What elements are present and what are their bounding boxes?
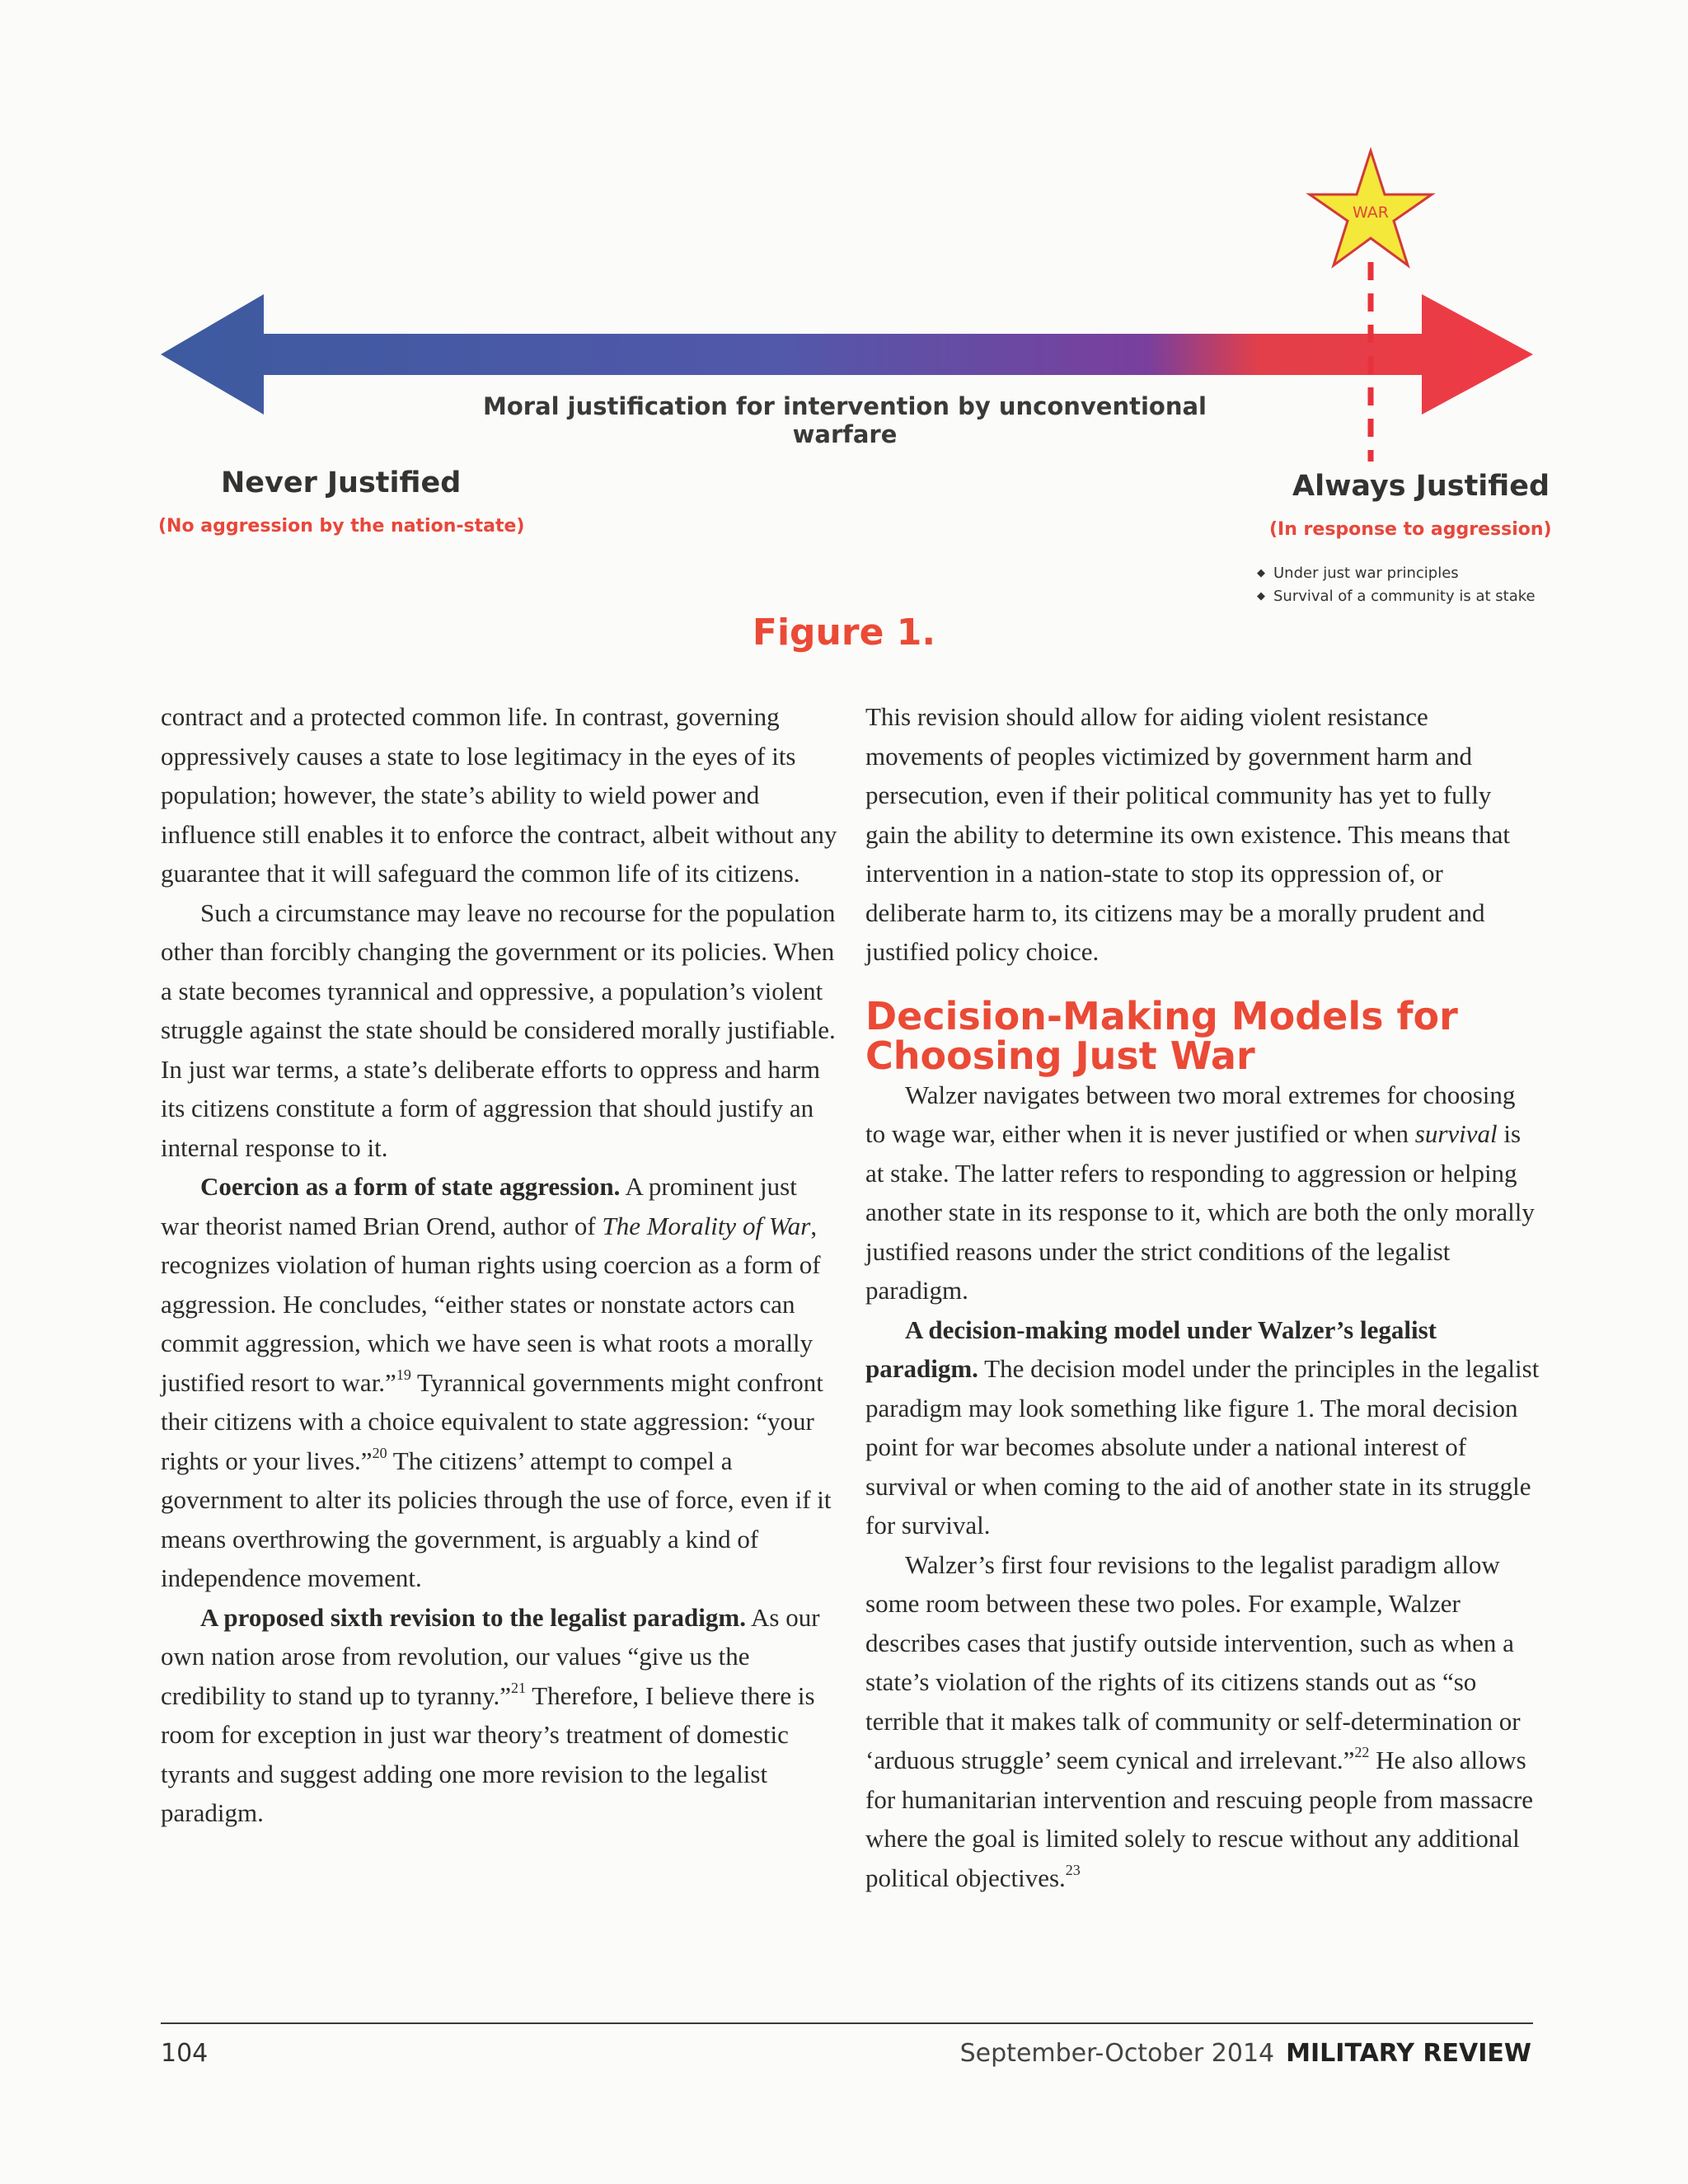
page-number: 104	[161, 2039, 209, 2068]
footnote-ref: 20	[372, 1444, 387, 1461]
paragraph	[865, 1076, 1541, 1310]
text-span: Therefore, I believe there is room for exception in just war theory’s treatment of domestic tyrants and suggest adding one more revision to the legalist paradigm.	[161, 1680, 815, 1827]
figure-1	[0, 0, 1688, 684]
run-in-heading: A decision-making model under Walzer’s legalist paradigm.	[865, 1315, 1437, 1383]
condition-item: ◆ Under just war principles	[1257, 563, 1536, 586]
always-justified-subtitle: (In response to aggression)	[1269, 519, 1552, 540]
text-span: He also allows for humanitarian intervention and rescuing people from massacre where the goal is limited solely to rescue without any additional political objectives.	[865, 1746, 1534, 1892]
left-column	[161, 697, 838, 1833]
footnote-ref: 21	[511, 1679, 527, 1696]
run-in-heading: A proposed sixth revision to the legalist paradigm.	[200, 1602, 746, 1632]
issue-date: September-October 2014	[959, 2039, 1275, 2068]
footnote-ref: 19	[396, 1366, 411, 1383]
always-justified-title: Always Justified	[1292, 470, 1550, 503]
footnote-ref: 23	[1065, 1861, 1081, 1878]
condition-item: ◆ Survival of a community is at stake	[1257, 586, 1536, 609]
war-star-label: WAR	[1353, 204, 1389, 222]
text-span: The citizens’ attempt to compel a government to alter its policies through the use of force, even if it means overthrowing the government, is arguably a kind of independence movement.	[161, 1446, 832, 1592]
issue-line	[960, 2039, 1531, 2068]
text-span: A prominent just war theorist named Brian Orend, author of	[161, 1172, 797, 1240]
text-span: Tyrannical governments might confront their citizens with a choice equivalent to state aggression: “your rights or your lives.”	[161, 1367, 823, 1475]
paragraph: This revision should allow for aiding violent resistance movements of peoples victimized by government harm and persecution, even if their political community has yet to fully gain the ability to determine its own existence. This means that intervention in a nation-state to stop its oppression of, or deliberate harm to, its citizens may be a morally prudent and justified policy choice.	[865, 702, 1510, 966]
emphasis: survival	[1414, 1119, 1498, 1148]
text-span: As our own nation arose from revolution, our values “give us the credibility to stand up to tyranny.”	[161, 1602, 820, 1710]
footer-rule	[161, 2022, 1533, 2024]
axis-label: Moral justification for intervention by unconventional warfare	[482, 392, 1207, 448]
figure-caption: Figure 1.	[752, 612, 936, 654]
text-span: Walzer’s first four revisions to the legalist paradigm allow some room between these two poles. For example, Walzer describes cases that justify outside intervention, such as when a state’s violation of the rights of its citizens stands out as “so terrible that it makes talk of community or self-determination or ‘arduous struggle’ seem cynical and irrelevant.”	[865, 1549, 1521, 1774]
footnote-ref: 22	[1354, 1744, 1370, 1760]
never-justified-subtitle: (No aggression by the nation-state)	[158, 516, 525, 537]
text-span: , recognizes violation of human rights using coercion as a form of aggression. He concludes, “either states or nonstate actors can commit aggression, which we have seen is what roots a morally justified resort to war.”	[161, 1211, 821, 1397]
paragraph: Such a circumstance may leave no recourse for the population other than forcibly changing the government or its policies. When a state becomes tyrannical and oppressive, a population’s violent struggle against the state should be considered morally justifiable. In just war terms, a state’s deliberate efforts to oppress and harm its citizens constitute a form of aggression that should justify an internal response to it.	[161, 898, 836, 1162]
never-justified-title: Never Justified	[221, 466, 462, 499]
section-heading: Decision-Making Models for Choosing Just War	[865, 993, 1458, 1078]
paragraph: contract and a protected common life. In contrast, governing oppressively causes a state to lose legitimacy in the eyes of its population; however, the state’s ability to wield power and influence still enables it to enforce the contract, albeit without any guarantee that it will safeguard the common life of its citizens.	[161, 702, 837, 888]
text-span: Walzer navigates between two moral extremes for choosing to wage war, either when it is never justified or when	[865, 1080, 1516, 1148]
paragraph	[161, 1598, 838, 1833]
publication-name: MILITARY REVIEW	[1286, 2039, 1531, 2068]
text-span: The decision model under the principles in the legalist paradigm may look something like figure 1. The moral decision point for war becomes absolute under a national interest of survival or when coming to the aid of another state in its struggle for survival.	[865, 1354, 1540, 1540]
book-title: The Morality of War	[602, 1211, 811, 1240]
paragraph	[161, 1167, 838, 1598]
right-column	[865, 697, 1541, 1897]
paragraph	[865, 1310, 1541, 1545]
run-in-heading: Coercion as a form of state aggression.	[200, 1172, 621, 1201]
justification-conditions	[1257, 563, 1536, 609]
paragraph	[865, 1545, 1541, 1898]
text-span: is at stake. The latter refers to responding to aggression or helping another state in its response to it, which are both the only morally justified reasons under the strict conditions of the legalist paradigm.	[865, 1119, 1535, 1305]
